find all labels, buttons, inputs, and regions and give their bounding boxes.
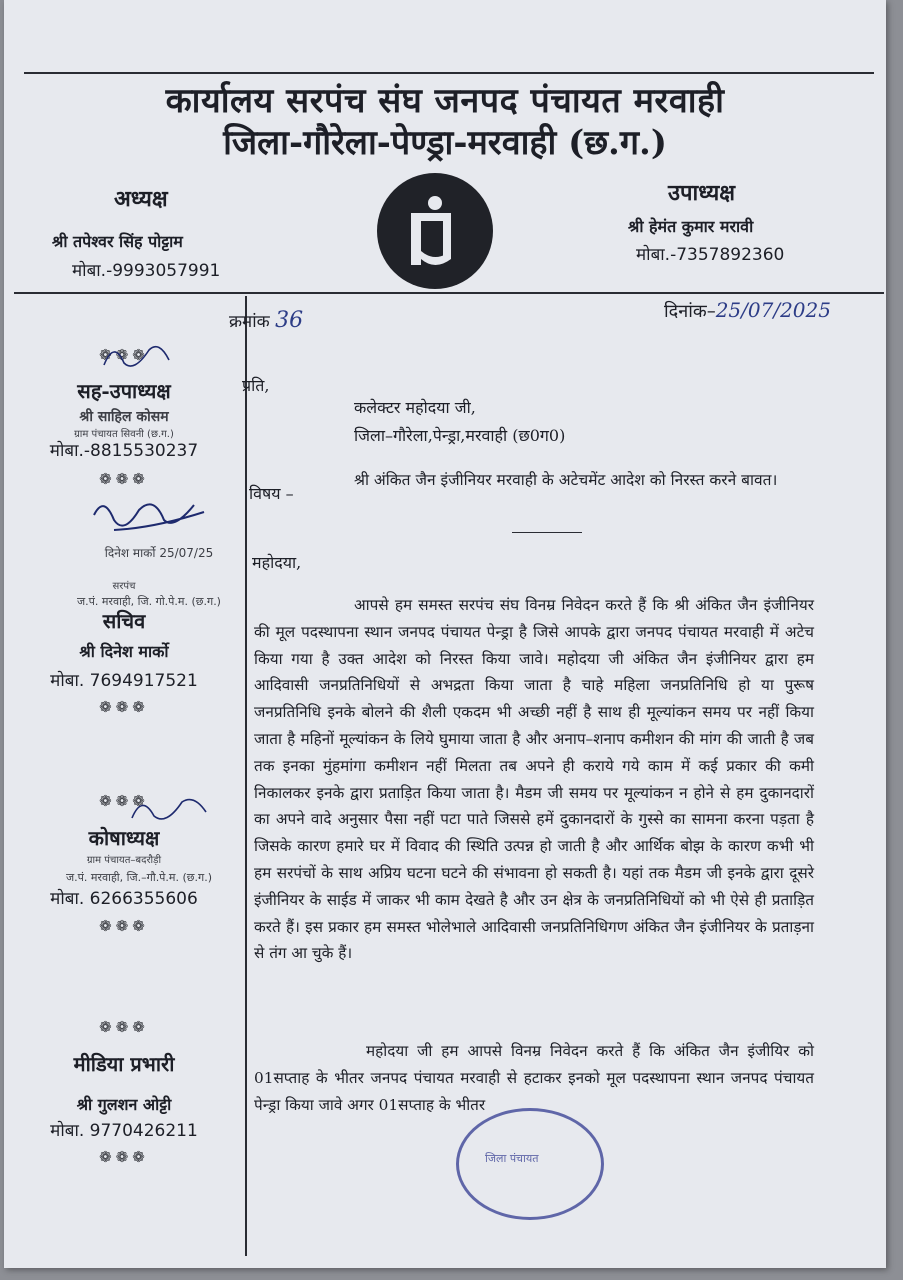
- co-vice-president-heading: सह-उपाध्यक्ष: [77, 379, 171, 403]
- secretary-handwritten-note: दिनेश मार्को 25/07/25: [104, 546, 214, 560]
- treasurer-address: ज.पं. मरवाही, जि.–गौ.पे.म. (छ.ग.): [66, 871, 212, 884]
- president-heading: अध्यक्ष: [114, 186, 168, 212]
- treasurer-stamp-line: ग्राम पंचायत–बदरौड़ी: [86, 855, 162, 866]
- president-mobile: मोबा.-9993057991: [72, 261, 221, 281]
- president-name: श्री तपेश्वर सिंह पोट्टाम: [52, 232, 183, 251]
- subject-text: श्री अंकित जैन इंजीनियर मरवाही के अटेचमेंट आदेश को निरस्त करने बावत।: [354, 471, 778, 489]
- media-in-charge-heading: मीडिया प्रभारी: [73, 1052, 175, 1076]
- reference-value: 36: [275, 308, 304, 333]
- top-rule: [24, 72, 874, 74]
- district-title: जिला-गौरेला-पेण्ड्रा-मरवाही (छ.ग.): [223, 123, 667, 163]
- ornament-icon: ❁❁❁: [99, 346, 149, 364]
- secretary-heading: सचिव: [102, 609, 146, 633]
- office-title: कार्यालय सरपंच संघ जनपद पंचायत मरवाही: [165, 81, 725, 121]
- date-label: दिनांक–: [664, 301, 716, 322]
- reference-number: [229, 308, 303, 333]
- ornament-icon: ❁❁❁: [99, 470, 149, 488]
- salutation: महोदया,: [252, 553, 302, 572]
- secretary-name: श्री दिनेश मार्को: [79, 642, 169, 661]
- secretary-address: ज.पं. मरवाही, जि. गो.पे.म. (छ.ग.): [77, 595, 221, 608]
- letter-sheet: [4, 0, 886, 1268]
- date-value: 25/07/2025: [715, 298, 831, 322]
- vice-president-name: श्री हेमंत कुमार मरावी: [628, 217, 754, 236]
- reference-label: क्रमांक: [229, 312, 276, 332]
- subject-underline: [512, 532, 582, 533]
- ornament-icon: ❁❁❁: [99, 698, 149, 716]
- stamp-text: जिला पंचायत: [485, 1152, 539, 1165]
- co-vice-president-address: ग्राम पंचायत सिवनी (छ.ग.): [74, 429, 174, 440]
- body-paragraph-1: [254, 592, 814, 967]
- signature-co-vice-president: [94, 335, 184, 375]
- vice-president-heading: उपाध्यक्ष: [668, 180, 736, 206]
- vice-president-mobile: मोबा.-7357892360: [636, 245, 785, 265]
- secretary-mobile: मोबा. 7694917521: [50, 671, 198, 691]
- media-in-charge-name: श्री गुलशन ओट्टी: [76, 1095, 172, 1114]
- addressee-line2: जिला–गौरेला,पेन्ड्रा,मरवाही (छ0ग0): [354, 426, 566, 445]
- co-vice-president-mobile: मोबा.-8815530237: [49, 441, 199, 461]
- logo-glyph-icon: [377, 173, 493, 289]
- header-divider: [14, 292, 884, 294]
- body-paragraph-1-text: आपसे हम समस्त सरपंच संघ विनम्र निवेदन करते हैं कि श्री अंकित जैन इंजीनियर की मूल पदस्थापना स्थान जनपद पंचायत पेन्ड्रा है जिसे आपके द्वारा जनपद पंचायत मरवाही में अटेच किया गया है उक्त आदेश को निरस्त किया जावे। महोदया जी अंकित जैन इंजीनियर द्वारा हम आदिवासी जनप्रतिनिधियों से अभद्रता किया जाता है चाहे महिला जनप्रतिनिधि हो या पुरूष जनप्रतिनिधि इनके बोलने की शैली एकदम भी अच्छी नहीं है साथ ही मूल्यांकन समय पर नहीं किया जाता है महिनों मूल्यांकन के लिये घुमाया जाता है और अनाप–शनाप कमीशन की मांग की जाती है जब तक इनका मुंहमांगा कमीशन नहीं मिलता तब अपने ही कराये गये काम में कई प्रकार की कमी निकालकर इनके द्वारा प्रताड़ित किया जाता है। मैडम जी समय पर मूल्यांकन न होने से हम दुकानदारों का अपने वादे अनुसार पैसा नहीं पटा पाते जिससे हमें दुकानदारों के गुस्से का सामना करना पड़ता है जिसके कारण हमारे घर में विवाद की स्थिति उत्पन्न हो जाती है और आर्थिक बोझ के कारण कभी भी हम सरपंचों के साथ अप्रिय घटना घटने की संभावना हो सकती है। यहां तक मैडम जी इनके द्वारा दूसरे इंजीनियर के साईड में जाकर भी काम देखते है और उन क्षेत्र के जनप्रतिनिधियों को भी ऐसे ही प्रताड़ित करते हैं। इस प्रकार हम समस्त भोलेभाले आदिवासी जनप्रतिनिधिगण अंकित जैन इंजीनियर के प्रताड़ना से तंग आ चुके हैं।: [254, 596, 814, 963]
- ornament-icon: ❁❁❁: [99, 917, 149, 935]
- official-stamp: [456, 1108, 604, 1220]
- body-paragraph-2: [254, 1038, 814, 1118]
- subject-label: विषय –: [249, 484, 294, 503]
- body-paragraph-2-text: महोदया जी हम आपसे विनम्र निवेदन करते हैं कि अंकित जैन इंजीयिर को 01सप्ताह के भीतर जनपद पंचायत मरवाही से हटाकर इनको मूल पदस्थापना स्थान जनपद पंचायत पेन्ड्रा किया जावे अगर 01सप्ताह के भीतर: [254, 1042, 814, 1114]
- sidebar-divider: [245, 296, 247, 1256]
- secretary-stamp-line: सरपंच: [112, 581, 136, 592]
- signature-treasurer: [124, 790, 214, 830]
- ornament-icon: ❁❁❁: [99, 1148, 149, 1166]
- treasurer-heading: कोषाध्यक्ष: [88, 826, 160, 850]
- date-field: [664, 298, 831, 323]
- to-label: प्रति,: [242, 376, 270, 395]
- addressee-line1: कलेक्टर महोदया जी,: [354, 398, 476, 417]
- media-in-charge-mobile: मोबा. 9770426211: [50, 1121, 198, 1141]
- ornament-icon: ❁❁❁: [99, 1018, 149, 1036]
- treasurer-mobile: मोबा. 6266355606: [50, 889, 198, 909]
- co-vice-president-name: श्री साहिल कोसम: [79, 409, 169, 425]
- organization-logo: [377, 173, 493, 289]
- signature-secretary: [54, 490, 244, 550]
- ornament-icon: ❁❁❁: [99, 792, 149, 810]
